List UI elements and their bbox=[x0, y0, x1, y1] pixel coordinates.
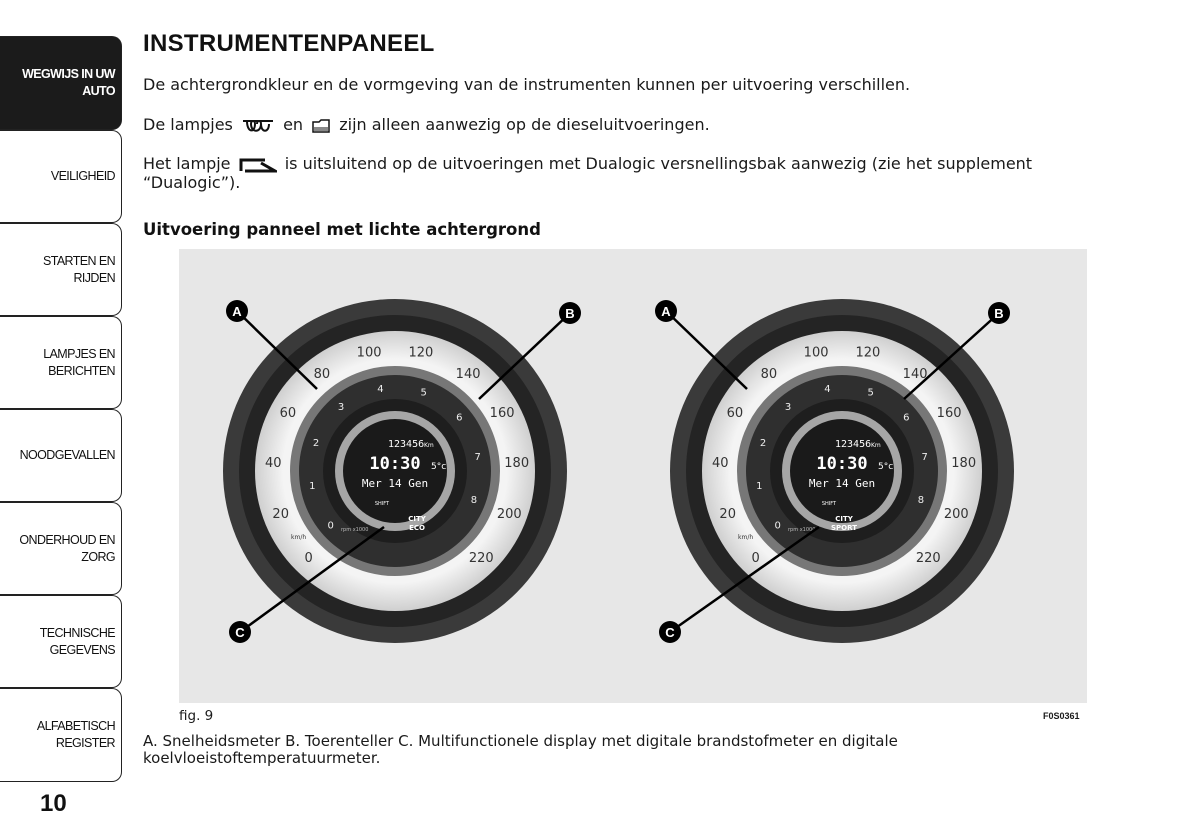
odometer-text: 123456 bbox=[388, 439, 425, 450]
page-number: 10 bbox=[40, 790, 67, 817]
speed-tick-label: 0 bbox=[304, 550, 313, 566]
speed-tick-label: 60 bbox=[279, 406, 297, 422]
rpm-tick-label: 6 bbox=[903, 412, 910, 424]
speed-tick-label: 20 bbox=[272, 507, 289, 523]
paragraph-2-part-a: De lampjes bbox=[143, 115, 233, 134]
water-in-fuel-icon bbox=[311, 118, 331, 134]
speed-tick-label: 160 bbox=[489, 406, 515, 422]
tab-label-line2: REGISTER bbox=[55, 736, 115, 750]
rpm-tick-label: 2 bbox=[312, 437, 320, 449]
mode-line-2: ECO bbox=[409, 524, 425, 532]
speed-tick-label: 140 bbox=[455, 366, 481, 382]
speed-tick-label: 20 bbox=[719, 507, 736, 523]
rpm-unit: rpm x1000 bbox=[788, 527, 816, 533]
rpm-tick-label: 3 bbox=[784, 402, 792, 414]
callout-a: A bbox=[232, 304, 242, 319]
mode-line-1: CITY bbox=[408, 515, 426, 523]
tab-label-line2: AUTO bbox=[82, 84, 115, 98]
figure-code: F0S0361 bbox=[1043, 711, 1080, 721]
shift-label: SHIFT bbox=[374, 501, 390, 507]
speed-tick-label: 160 bbox=[936, 406, 962, 422]
tab-label-line2: STARTEN EN RIJDEN bbox=[42, 253, 115, 285]
speed-tick-label: 60 bbox=[726, 406, 744, 422]
tab-label-line2: GEGEVENS bbox=[49, 642, 115, 657]
rpm-unit: rpm x1000 bbox=[341, 527, 369, 533]
rpm-tick-label: 4 bbox=[377, 383, 384, 395]
odometer-unit: Km bbox=[871, 442, 881, 449]
rpm-tick-label: 8 bbox=[917, 495, 925, 507]
shift-label: SHIFT bbox=[821, 501, 837, 507]
rpm-tick-label: 8 bbox=[470, 495, 478, 507]
tab-alfabetisch-register[interactable] bbox=[0, 688, 122, 782]
glow-plug-icon bbox=[241, 118, 275, 134]
paragraph-3 bbox=[143, 154, 1113, 192]
paragraph-3-part-b: is uitsluitend op de uitvoeringen met Dualogic versnellingsbak aanwezig (zie het supplement “Dualogic”). bbox=[143, 154, 1033, 192]
callout-b: B bbox=[565, 306, 575, 321]
tab-lampjes-en-berichten[interactable] bbox=[0, 316, 122, 409]
speed-tick-label: 180 bbox=[951, 455, 977, 471]
tab-onderhoud-en-zorg[interactable] bbox=[0, 502, 122, 595]
callout-a: A bbox=[661, 304, 671, 319]
clock-text: 10:30 bbox=[369, 454, 421, 474]
odometer-text: 123456 bbox=[835, 439, 872, 450]
figure-label: fig. 9 bbox=[179, 708, 214, 724]
paragraph-2-part-c: zijn alleen aanwezig op de dieseluitvoeringen. bbox=[339, 115, 710, 134]
instrument-panel-illustration bbox=[179, 249, 1087, 703]
date-text: Mer 14 Gen bbox=[361, 477, 429, 490]
speed-unit: km/h bbox=[738, 534, 754, 541]
mode-line-1: CITY bbox=[835, 515, 853, 523]
rpm-tick-label: 0 bbox=[774, 520, 781, 532]
speed-tick-label: 120 bbox=[855, 345, 881, 361]
speed-tick-label: 120 bbox=[408, 345, 434, 361]
rpm-tick-label: 3 bbox=[337, 402, 345, 414]
rpm-tick-label: 1 bbox=[309, 481, 316, 493]
tab-noodgevallen[interactable] bbox=[0, 409, 122, 502]
temp-unit-text: 5°c bbox=[878, 462, 894, 472]
temp-unit-text: 5°c bbox=[431, 462, 447, 472]
speed-tick-label: 40 bbox=[712, 455, 729, 471]
rpm-tick-label: 5 bbox=[420, 387, 427, 399]
figure-caption: A. Snelheidsmeter B. Toerenteller C. Multifunctionele display met digitale brandstofmeter en digitale koelvloeistoftemperatuurmeter. bbox=[143, 732, 898, 767]
speed-tick-label: 220 bbox=[915, 550, 941, 566]
tab-label-line1: TECHNISCHE bbox=[39, 625, 115, 640]
clock-text: 10:30 bbox=[816, 454, 868, 474]
date-text: Mer 14 Gen bbox=[808, 477, 876, 490]
rpm-tick-label: 4 bbox=[824, 383, 831, 395]
rpm-tick-label: 6 bbox=[456, 412, 463, 424]
speed-tick-label: 100 bbox=[803, 345, 829, 361]
mode-line-2: SPORT bbox=[831, 524, 857, 532]
callout-b: B bbox=[994, 306, 1004, 321]
dualogic-warning-icon bbox=[239, 157, 277, 173]
speed-tick-label: 40 bbox=[265, 455, 282, 471]
odometer-unit: Km bbox=[424, 442, 434, 449]
tab-label-line2: NOODGEVALLEN bbox=[19, 448, 115, 462]
tab-label-line2: VEILIGHEID bbox=[50, 169, 115, 183]
speed-tick-label: 100 bbox=[356, 345, 382, 361]
tab-starten-en-rijden[interactable] bbox=[0, 223, 122, 316]
rpm-tick-label: 5 bbox=[867, 387, 874, 399]
tab-wegwijs-in-uw-auto[interactable] bbox=[0, 36, 122, 130]
callout-c: C bbox=[665, 625, 675, 640]
gauge-right bbox=[670, 299, 1014, 643]
speed-tick-label: 140 bbox=[902, 366, 928, 382]
speed-tick-label: 200 bbox=[496, 507, 522, 523]
tab-label-line2: ZORG bbox=[81, 549, 115, 564]
paragraph-1: De achtergrondkleur en de vormgeving van de instrumenten kunnen per uitvoering verschillen. bbox=[143, 75, 911, 94]
callout-c: C bbox=[235, 625, 245, 640]
tab-label-line1: LAMPJES EN bbox=[43, 346, 115, 361]
gauge-left bbox=[223, 299, 567, 643]
section-subtitle: Uitvoering panneel met lichte achtergrond bbox=[143, 220, 541, 239]
rpm-tick-label: 1 bbox=[756, 481, 763, 493]
rpm-tick-label: 2 bbox=[759, 437, 767, 449]
tab-label-line2: BERICHTEN bbox=[48, 363, 115, 378]
tab-label-line1: WEGWIJS IN UW bbox=[22, 67, 115, 81]
tab-technische-gegevens[interactable] bbox=[0, 595, 122, 688]
paragraph-3-part-a: Het lampje bbox=[143, 154, 231, 173]
paragraph-2-part-b: en bbox=[283, 115, 304, 134]
rpm-tick-label: 7 bbox=[474, 451, 481, 463]
tab-label-line1: ALFABETISCH bbox=[36, 719, 115, 733]
speed-tick-label: 200 bbox=[943, 507, 969, 523]
page-title: INSTRUMENTENPANEEL bbox=[143, 30, 435, 57]
tab-veiligheid[interactable] bbox=[0, 130, 122, 223]
speed-tick-label: 80 bbox=[313, 366, 331, 382]
paragraph-2 bbox=[143, 115, 710, 134]
speed-unit: km/h bbox=[291, 534, 307, 541]
speed-tick-label: 180 bbox=[504, 455, 530, 471]
tab-label-line1: ONDERHOUD EN bbox=[19, 532, 115, 547]
speed-tick-label: 220 bbox=[468, 550, 494, 566]
rpm-tick-label: 7 bbox=[921, 451, 928, 463]
figure-instrument-panel bbox=[179, 249, 1087, 703]
rpm-tick-label: 0 bbox=[327, 520, 334, 532]
speed-tick-label: 0 bbox=[751, 550, 760, 566]
speed-tick-label: 80 bbox=[760, 366, 778, 382]
